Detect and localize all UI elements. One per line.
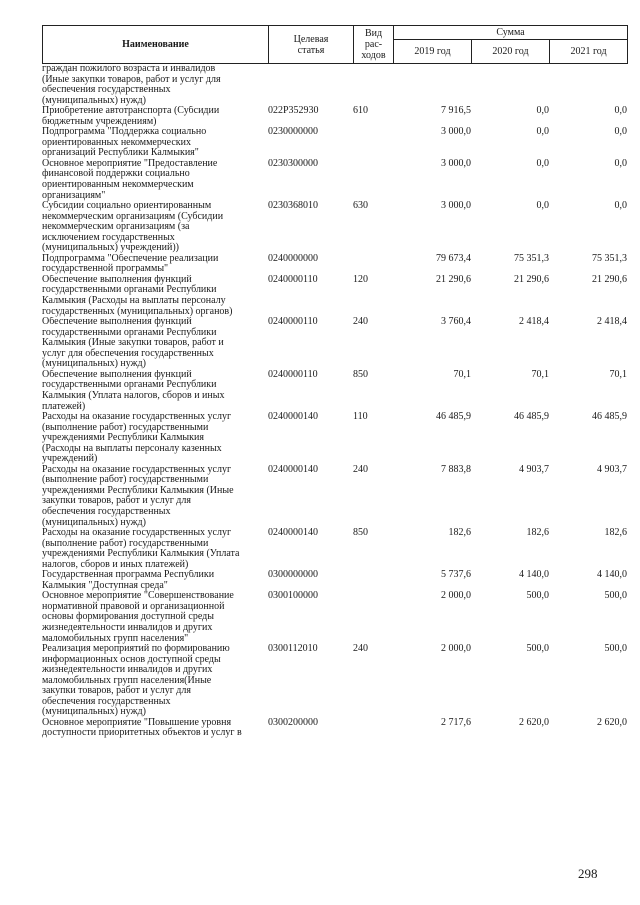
row-expense-type: 850: [353, 369, 368, 380]
row-expense-type: 120: [353, 274, 368, 285]
row-expense-type: 240: [353, 317, 368, 328]
row-name: Реализация мероприятий по формированию информационных основ доступной среды жизнедеятельности инвалидов и других маломобильных групп населения(Иные закупки товаров, работ и услуг для обеспечения государственных (муниципальных) нужд): [42, 644, 230, 718]
row-sum-2020: 2 418,4: [519, 317, 549, 328]
page-number: 298: [578, 866, 598, 881]
row-name: Подпрограмма "Поддержка социально ориентированных некоммерческих организаций Республики Калмыкия": [42, 127, 207, 159]
row-sum-2019: 3 000,0: [441, 201, 471, 212]
table-row: [42, 275, 627, 317]
header-year-2021: 2021 год: [550, 40, 628, 64]
row-expense-type: [353, 718, 393, 739]
row-sum-2020: 500,0: [526, 591, 549, 602]
table-row: [42, 570, 627, 591]
row-name: Расходы на оказание государственных услуг (выполнение работ) государственными учреждениями Республики Калмыкия (Расходы на выплаты персоналу казенных учреждений): [42, 412, 232, 465]
row-target-article: 0240000110: [268, 317, 318, 328]
row-sum-2021: 500,0: [604, 644, 627, 655]
row-sum-2021: 2 620,0: [597, 717, 627, 728]
row-sum-2020: [471, 64, 549, 106]
row-sum-2020: 0,0: [536, 106, 549, 117]
row-target-article: 0300200000: [268, 717, 318, 728]
row-sum-2019: 2 000,0: [441, 644, 471, 655]
row-expense-type: 110: [353, 412, 368, 423]
row-name: Субсидии социально ориентированным некоммерческим организациям (Субсидии некоммерческим организациям (за исключением государственных (муниципальных) учреждений)): [42, 201, 224, 254]
row-name: Обеспечение выполнения функций государственными органами Республики Калмыкия (Расходы на выплаты персоналу государственных (муниципальных) органов): [42, 274, 233, 317]
table-row: [42, 718, 627, 739]
header-year-2019: 2019 год: [394, 40, 472, 64]
row-expense-type: [353, 570, 393, 591]
row-sum-2019: 70,1: [453, 369, 471, 380]
row-sum-2021: 46 485,9: [592, 412, 627, 423]
row-name: Приобретение автотранспорта (Субсидии бюджетным учреждениям): [42, 106, 220, 127]
row-sum-2020: 0,0: [536, 201, 549, 212]
row-target-article: 0300112010: [268, 644, 318, 655]
table-row: [42, 644, 627, 718]
row-sum-2019: 2 717,6: [441, 717, 471, 728]
table-row: [42, 254, 627, 275]
row-sum-2019: 3 000,0: [441, 158, 471, 169]
row-target-article: 0240000140: [268, 528, 318, 539]
row-name: Обеспечение выполнения функций государственными органами Республики Калмыкия (Уплата налогов, сборов и иных платежей): [42, 369, 225, 412]
table-row: [42, 317, 627, 370]
row-name: Основное мероприятие "Предоставление финансовой поддержки социально ориентированным некоммерческим организациям": [42, 158, 218, 201]
row-expense-type: 630: [353, 201, 368, 212]
row-sum-2020: 75 351,3: [514, 253, 549, 264]
row-sum-2020: 46 485,9: [514, 412, 549, 423]
row-sum-2020: 21 290,6: [514, 274, 549, 285]
row-sum-2019: 182,6: [448, 528, 471, 539]
row-sum-2020: 182,6: [526, 528, 549, 539]
row-target-article: 0240000140: [268, 412, 318, 423]
row-target-article: 0300100000: [268, 591, 318, 602]
table-row: [42, 106, 627, 127]
row-sum-2021: 182,6: [604, 528, 627, 539]
table-row: [42, 412, 627, 465]
row-name: Подпрограмма "Обеспечение реализации государственной программы": [42, 253, 219, 275]
header-name: Наименование: [43, 26, 269, 64]
row-sum-2020: 2 620,0: [519, 717, 549, 728]
row-sum-2019: [393, 64, 471, 106]
table-row: [42, 528, 627, 570]
row-target-article: 0240000110: [268, 274, 318, 285]
header-year-2020: 2020 год: [472, 40, 550, 64]
header-sum: Сумма: [394, 26, 628, 40]
row-target-article: 0240000000: [268, 253, 318, 264]
row-sum-2021: 4 140,0: [597, 570, 627, 581]
row-sum-2021: 500,0: [604, 591, 627, 602]
table-row: [42, 591, 627, 644]
row-sum-2021: 0,0: [614, 127, 627, 138]
row-target-article: 0230300000: [268, 158, 318, 169]
budget-table-sheet: [42, 25, 627, 739]
row-expense-type: 240: [353, 644, 368, 655]
table-row: [42, 370, 627, 412]
row-expense-type: [353, 591, 393, 644]
table-row: [42, 201, 627, 254]
row-sum-2021: 0,0: [614, 106, 627, 117]
row-target-article: 0230000000: [268, 127, 318, 138]
row-sum-2019: 79 673,4: [436, 253, 471, 264]
row-target-article: 0240000140: [268, 464, 318, 475]
row-expense-type: [353, 127, 393, 159]
row-target-article: 0230368010: [268, 201, 318, 212]
row-sum-2021: 2 418,4: [597, 317, 627, 328]
row-expense-type: [353, 159, 393, 201]
row-sum-2020: 4 903,7: [519, 464, 549, 475]
row-sum-2019: 7 883,8: [441, 464, 471, 475]
row-sum-2019: 2 000,0: [441, 591, 471, 602]
row-target-article: 0300000000: [268, 570, 318, 581]
table-header: [42, 25, 628, 64]
row-sum-2020: 0,0: [536, 158, 549, 169]
row-target-article: 0240000110: [268, 369, 318, 380]
row-sum-2020: 4 140,0: [519, 570, 549, 581]
row-name: Основное мероприятие "Повышение уровня доступности приоритетных объектов и услуг в: [42, 717, 242, 739]
row-sum-2020: 70,1: [531, 369, 549, 380]
header-target-article: Целевая статья: [269, 26, 354, 64]
row-sum-2020: 500,0: [526, 644, 549, 655]
row-name: граждан пожилого возраста и инвалидов (Иные закупки товаров, работ и услуг для обеспечения государственных (муниципальных) нужд): [42, 64, 221, 106]
row-target-article: [268, 64, 353, 106]
table-body: [42, 64, 627, 739]
table-row: [42, 64, 627, 106]
row-expense-type: 610: [353, 106, 368, 117]
row-sum-2019: 3 000,0: [441, 127, 471, 138]
row-name: Обеспечение выполнения функций государственными органами Республики Калмыкия (Иные закупки товаров, работ и услуг для обеспечения государственных (муниципальных) нужд): [42, 317, 224, 370]
row-name: Расходы на оказание государственных услуг (выполнение работ) государственными учреждениями Республики Калмыкия (Уплата налогов, сборов и иных платежей): [42, 528, 240, 570]
row-sum-2019: 7 916,5: [441, 106, 471, 117]
row-sum-2021: 4 903,7: [597, 464, 627, 475]
row-sum-2019: 3 760,4: [441, 317, 471, 328]
row-target-article: 022P352930: [268, 106, 319, 117]
row-sum-2019: 5 737,6: [441, 570, 471, 581]
row-name: Государственная программа Республики Калмыкия "Доступная среда": [42, 570, 215, 591]
row-name: Основное мероприятие "Совершенствование нормативной правовой и организационной основы формирования доступной среды жизнедеятельности инвалидов и других маломобильных групп населения": [42, 591, 234, 644]
row-sum-2021: [549, 64, 627, 106]
header-expense-type: Вид рас- ходов: [354, 26, 394, 64]
row-sum-2021: 75 351,3: [592, 253, 627, 264]
row-name: Расходы на оказание государственных услуг (выполнение работ) государственными учреждениями Республики Калмыкия (Иные закупки товаров, работ и услуг для обеспечения государственных (муниципальных) нужд): [42, 464, 234, 528]
row-expense-type: 850: [353, 528, 368, 539]
row-sum-2021: 0,0: [614, 158, 627, 169]
row-sum-2021: 70,1: [609, 369, 627, 380]
table-row: [42, 465, 627, 528]
row-expense-type: [353, 254, 393, 275]
row-sum-2019: 21 290,6: [436, 274, 471, 285]
row-expense-type: [353, 64, 393, 106]
row-expense-type: 240: [353, 464, 368, 475]
table-row: [42, 159, 627, 201]
row-sum-2019: 46 485,9: [436, 412, 471, 423]
row-sum-2020: 0,0: [536, 127, 549, 138]
table-row: [42, 127, 627, 159]
row-sum-2021: 21 290,6: [592, 274, 627, 285]
row-sum-2021: 0,0: [614, 201, 627, 212]
